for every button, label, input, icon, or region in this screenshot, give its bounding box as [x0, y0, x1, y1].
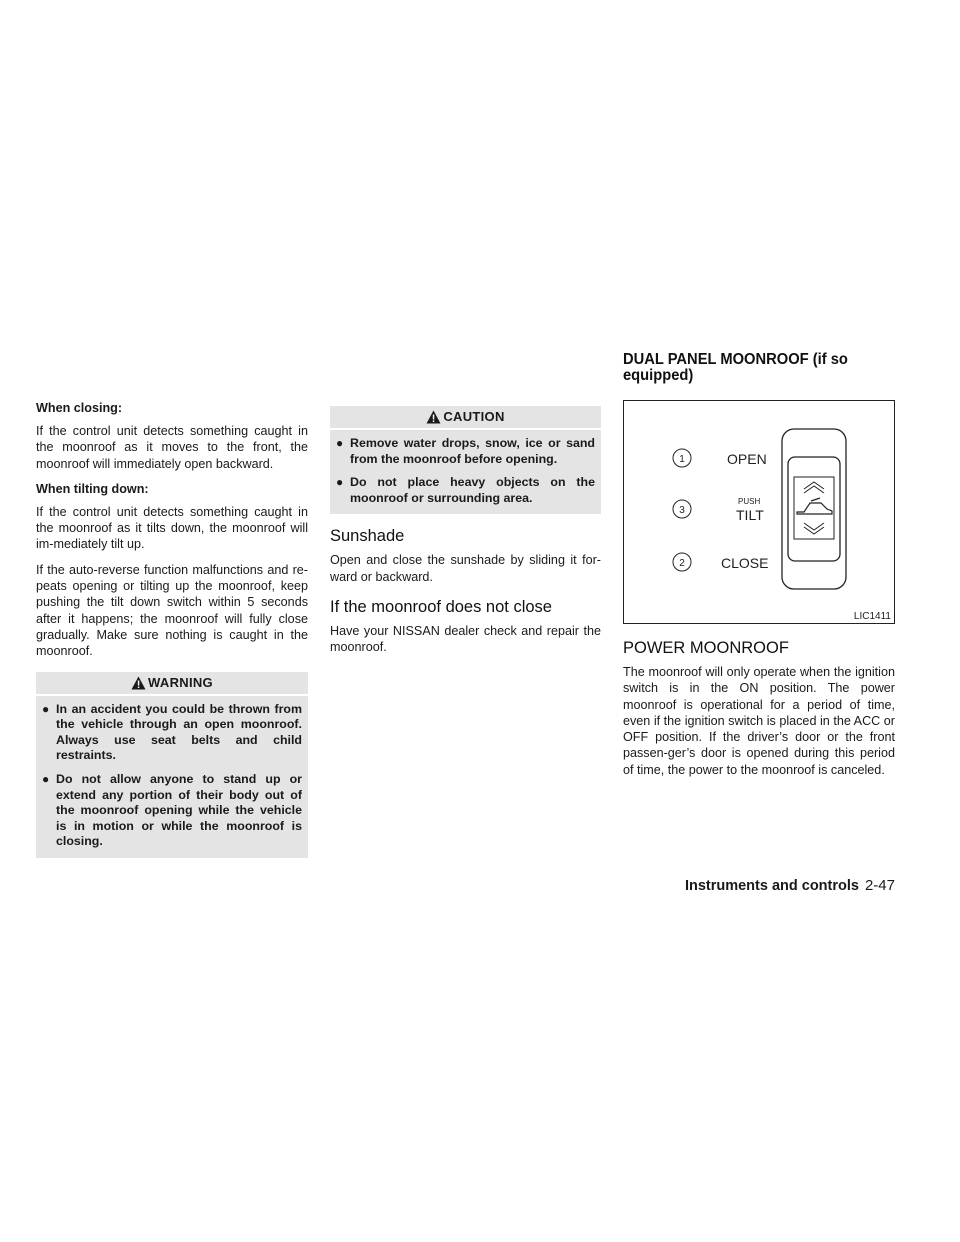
list-item: ● In an accident you could be thrown from the vehicle through an open moonroof. Always use seat belts and child restraints.	[42, 701, 302, 763]
power-moonroof-text: The moonroof will only operate when the ignition switch is in the ON position. The power moonroof is operational for a period of time, even if the ignition switch is placed in the ACC or OFF position. If the driver’s door or the front passen-ger’s door is opened during this period of time, the power to the moonroof is canceled.	[623, 665, 895, 777]
auto-reverse-text: If the auto-reverse function malfunctions and re-peats opening or tilting up the moonroof, keep pushing the tilt down switch within 5 seconds after it happens; the moonroof will fully close gradually. Make sure nothing is caught in the moonroof.	[36, 562, 308, 659]
warning-box	[36, 672, 308, 858]
svg-text:2: 2	[679, 558, 685, 569]
sunshade-text: Open and close the sunshade by sliding it for-ward or backward.	[330, 553, 601, 584]
footer-section-title: Instruments and controls	[684, 878, 859, 894]
left-column	[36, 400, 308, 858]
caution-box	[330, 406, 601, 514]
warning-title: WARNING	[148, 674, 213, 690]
warning-list	[36, 696, 308, 850]
warning-triangle-icon	[131, 676, 146, 690]
page-footer	[680, 877, 895, 894]
list-item: ● Remove water drops, snow, ice or sand from the moonroof before opening.	[336, 436, 595, 466]
right-column	[623, 352, 895, 787]
not-close-heading: If the moonroof does not close	[330, 597, 552, 616]
when-closing-text: If the control unit detects something caught in the moonroof as it moves to the front, the moonroof will immediately open backward.	[36, 424, 308, 471]
caution-title: CAUTION	[443, 409, 505, 424]
caution-list	[330, 430, 601, 506]
close-label: CLOSE	[721, 555, 769, 571]
svg-text:3: 3	[679, 505, 685, 516]
callout-3	[673, 500, 691, 518]
moonroof-switch-figure	[623, 400, 895, 624]
power-moonroof-heading: POWER MOONROOF	[623, 639, 789, 657]
moonroof-switch-diagram	[624, 401, 894, 623]
list-item: ● Do not allow anyone to stand up or extend any portion of their body out of the moonroof opening while the vehicle is in motion or while the moonroof is closing.	[42, 771, 302, 849]
callout-1	[673, 449, 691, 467]
bullet-icon: ●	[336, 475, 344, 490]
bullet-icon: ●	[336, 436, 344, 450]
list-item: ● Do not place heavy objects on the moonroof or surrounding area.	[336, 475, 595, 505]
bullet-icon: ●	[42, 701, 50, 716]
not-close-text: Have your NISSAN dealer check and repair the moonroof.	[330, 623, 601, 655]
when-closing-heading: When closing:	[36, 401, 123, 415]
when-tilting-heading: When tilting down:	[36, 481, 149, 496]
page-number: 2-47	[864, 877, 895, 894]
push-label: PUSH	[738, 497, 761, 506]
sunshade-heading: Sunshade	[330, 527, 405, 546]
section-title: DUAL PANEL MOONROOF (if so equipped)	[623, 351, 848, 384]
svg-text:1: 1	[679, 454, 685, 465]
warning-triangle-icon	[426, 410, 441, 424]
middle-column	[330, 406, 601, 665]
figure-code: LIC1411	[853, 611, 891, 622]
when-tilting-text: If the control unit detects something caught in the moonroof as it tilts down, the moonroof will im-mediately tilt up.	[36, 504, 308, 552]
callout-2	[673, 553, 691, 571]
bullet-icon: ●	[42, 771, 50, 786]
tilt-label: TILT	[736, 507, 764, 523]
open-label: OPEN	[727, 451, 767, 467]
